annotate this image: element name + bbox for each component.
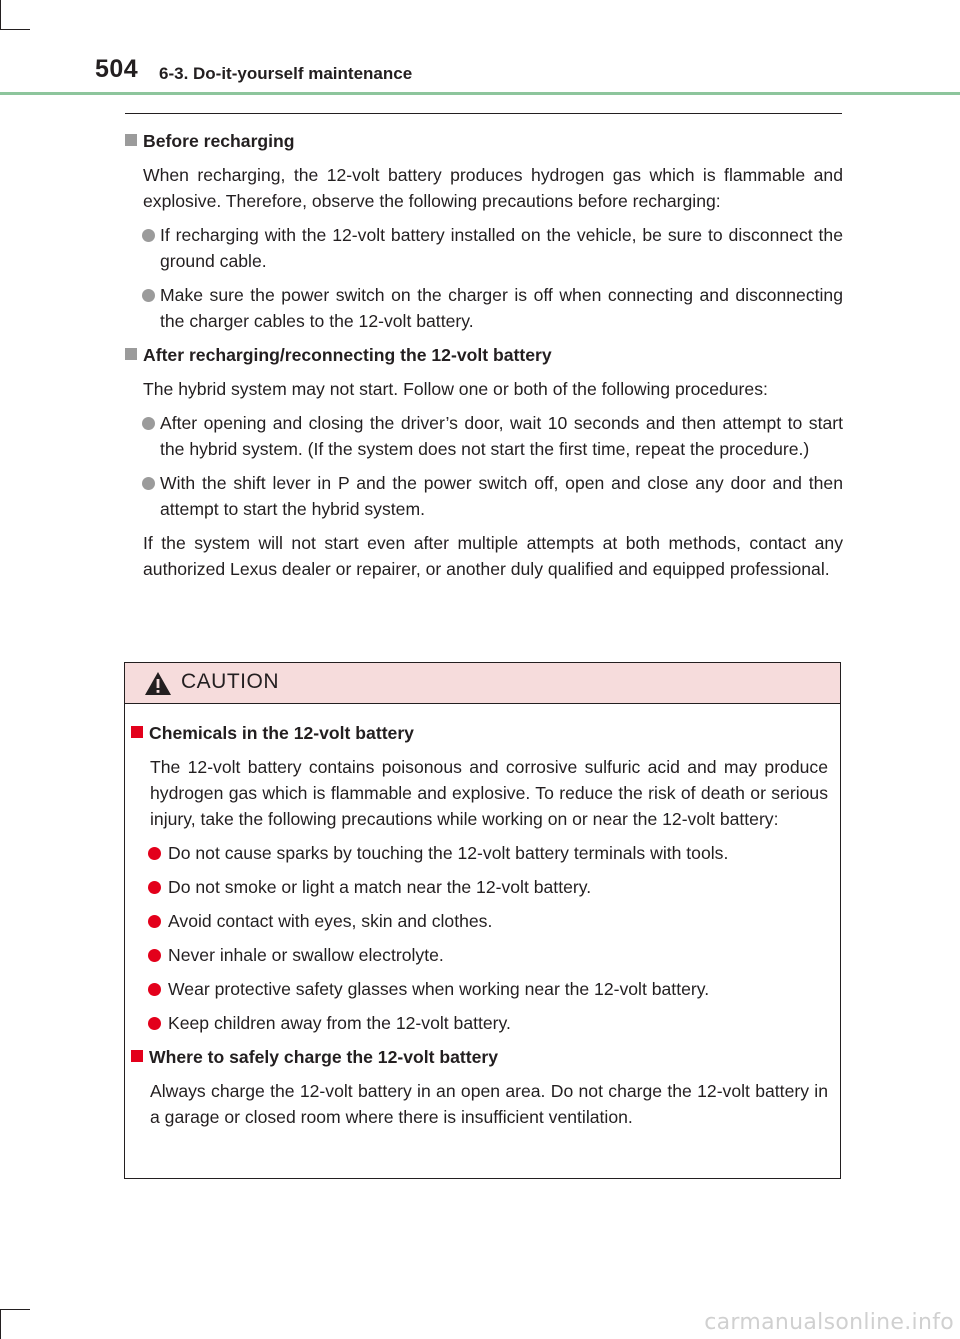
square-bullet-icon <box>125 134 137 146</box>
circle-bullet-icon <box>148 949 161 962</box>
list-item <box>125 282 843 334</box>
circle-bullet-icon <box>142 289 155 302</box>
circle-bullet-icon <box>148 1017 161 1030</box>
circle-bullet-icon <box>148 847 161 860</box>
paragraph: The 12-volt battery contains poisonous and corrosive sulfuric acid and may produce hydrogen gas which is flammable and explosive. To reduce the risk of death or serious injury, take the following precautions while working on or near the 12-volt battery: <box>150 757 828 829</box>
caution-body <box>131 720 828 1138</box>
caution-header <box>125 663 840 704</box>
list-item-text: With the shift lever in P and the power switch off, open and close any door and then attempt to start the hybrid system. <box>160 473 843 519</box>
square-bullet-icon <box>125 348 137 360</box>
heading-chemicals <box>131 720 828 746</box>
circle-bullet-icon <box>142 477 155 490</box>
list-item <box>125 410 843 462</box>
list-item <box>131 942 828 968</box>
circle-bullet-icon <box>148 881 161 894</box>
caution-box <box>124 662 841 1179</box>
list-item-text: If recharging with the 12-volt battery installed on the vehicle, be sure to disconnect the ground cable. <box>160 225 843 271</box>
list-item <box>131 1010 828 1036</box>
content-top-rule <box>125 113 842 114</box>
circle-bullet-icon <box>142 417 155 430</box>
list-item-text: Make sure the power switch on the charger is off when connecting and disconnecting the charger cables to the 12-volt battery. <box>160 285 843 331</box>
heading-text: After recharging/reconnecting the 12-volt battery <box>143 345 552 365</box>
list-item <box>125 222 843 274</box>
list-item <box>131 976 828 1002</box>
circle-bullet-icon <box>148 915 161 928</box>
crop-mark-bottom-left-v <box>0 1309 1 1339</box>
list-item <box>131 874 828 900</box>
paragraph: If the system will not start even after multiple attempts at both methods, contact any authorized Lexus dealer or repairer, or another duly qualified and equipped professional. <box>143 533 843 579</box>
heading-text: Where to safely charge the 12-volt battery <box>149 1047 499 1067</box>
square-bullet-icon <box>131 726 143 738</box>
heading-text: Chemicals in the 12-volt battery <box>149 723 414 743</box>
paragraph: Always charge the 12-volt battery in an open area. Do not charge the 12-volt battery in a garage or closed room where there is insufficient ventilation. <box>150 1081 828 1127</box>
page-number: 504 <box>95 55 139 83</box>
list-item-text: Keep children away from the 12-volt battery. <box>168 1013 511 1033</box>
circle-bullet-icon <box>148 983 161 996</box>
list-item-text: Avoid contact with eyes, skin and clothes. <box>168 911 493 931</box>
list-item-text: Wear protective safety glasses when working near the 12-volt battery. <box>168 979 710 999</box>
crop-mark-bottom-left-h <box>0 1309 30 1310</box>
header-rule <box>0 92 960 95</box>
heading-before-recharging <box>125 128 843 154</box>
list-item-text: Do not smoke or light a match near the 12-volt battery. <box>168 877 592 897</box>
section-title: 6-3. Do-it-yourself maintenance <box>159 64 413 83</box>
circle-bullet-icon <box>142 229 155 242</box>
heading-where-to-charge <box>131 1044 828 1070</box>
list-item-text: After opening and closing the driver’s door, wait 10 seconds and then attempt to start the hybrid system. (If the system does not start the first time, repeat the procedure.) <box>160 413 843 459</box>
list-item <box>125 470 843 522</box>
list-item <box>131 908 828 934</box>
paragraph: When recharging, the 12-volt battery produces hydrogen gas which is flammable and explosive. Therefore, observe the following precautions before recharging: <box>143 165 843 211</box>
paragraph: The hybrid system may not start. Follow one or both of the following procedures: <box>143 379 768 399</box>
square-bullet-icon <box>131 1050 143 1062</box>
watermark: carmanualsonline.info <box>704 1310 954 1335</box>
list-item-text: Do not cause sparks by touching the 12-volt battery terminals with tools. <box>168 843 729 863</box>
main-content <box>125 128 843 590</box>
list-item-text: Never inhale or swallow electrolyte. <box>168 945 444 965</box>
page-header <box>0 0 960 100</box>
caution-title: CAUTION <box>181 670 279 693</box>
warning-icon <box>144 671 172 696</box>
heading-text: Before recharging <box>143 131 295 151</box>
heading-after-recharging <box>125 342 843 368</box>
list-item <box>131 840 828 866</box>
